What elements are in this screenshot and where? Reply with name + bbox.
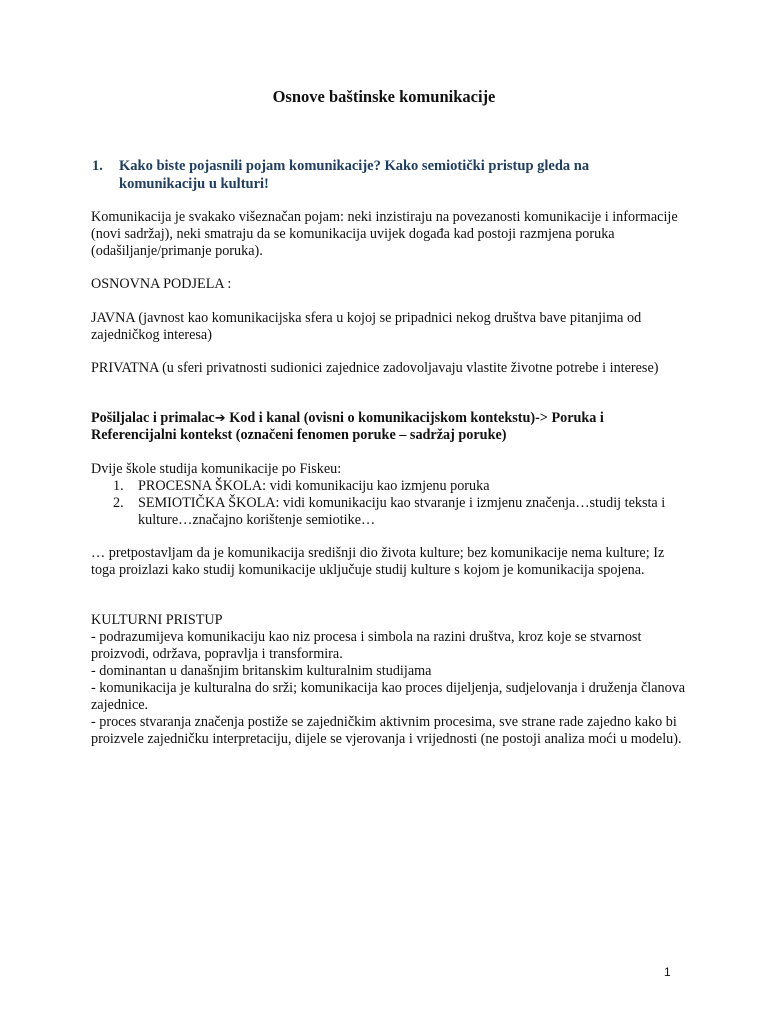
model-sender-receiver: Pošiljalac i primalac — [91, 410, 215, 426]
cultural-approach-heading: KULTURNI PRISTUP — [91, 612, 223, 628]
cultural-approach-line: - komunikacija je kulturalna do srži; komunikacija kao proces dijeljenja, sudjelovanja i druženja članova zajednice. — [91, 680, 686, 713]
question-text: Kako biste pojasnili pojam komunikacije? Kako semiotički pristup gleda na komunikaciju u kulturi! — [119, 158, 590, 192]
cultural-approach-line: - podrazumijeva komunikaciju kao niz procesa i simbola na razini društva, kroz koje se stvarnost proizvodi, održava, popravlja i transformira. — [91, 629, 642, 662]
question-heading — [92, 157, 672, 193]
list-item — [91, 495, 681, 529]
list-item-number: 2. — [113, 495, 124, 511]
list-item-text: SEMIOTIČKA ŠKOLA: vidi komunikaciju kao stvaranje i izmjenu značenja…studij teksta i kulture…značajno korištenje semiotike… — [138, 495, 666, 528]
list-item-text: PROCESNA ŠKOLA: vidi komunikaciju kao izmjenu poruka — [138, 478, 490, 494]
cultural-approach-line: - dominantan u današnjim britanskim kulturalnim studijama — [91, 663, 432, 679]
page-number: 1 — [664, 965, 671, 979]
document-title: Osnove baštinske komunikacije — [272, 87, 496, 106]
cultural-approach-section — [91, 612, 691, 748]
list-item — [91, 478, 681, 495]
cultural-approach-line: - proces stvaranja značenja postiže se zajedničkim aktivnim procesima, sve strane rade zajedno kako bi proizvele zajedničku interpretaciju, dijele se vjerovanja i vrijednosti (ne postoji analiza moći u modelu). — [91, 714, 682, 747]
model-code-channel: Kod i kanal (ovisni o komunikacijskom kontekstu)-> Poruka i Referencijalni kontekst (označeni fenomen poruke – sadržaj poruke) — [91, 410, 604, 443]
intro-paragraph: Komunikacija je svakako višeznačan pojam: neki inzistiraju na povezanosti komunikacije i informacije (novi sadržaj), neki smatraju da se komunikacija uvijek događa kad postoji razmjena poruka (odašiljanje/primanje poruka). — [91, 209, 678, 259]
schools-intro: Dvije škole studija komunikacije po Fiskeu: — [91, 461, 342, 477]
private-paragraph: PRIVATNA (u sferi privatnosti sudionici zajednice zadovoljavaju vlastite životne potrebe i interese) — [91, 360, 659, 376]
arrow-right-icon: ➔ — [214, 411, 226, 426]
communication-model-paragraph — [91, 410, 691, 444]
list-item-number: 1. — [113, 478, 124, 494]
division-heading: OSNOVNA PODJELA : — [91, 276, 232, 292]
schools-list — [91, 478, 681, 529]
assumption-paragraph: … pretpostavljam da je komunikacija središnji dio života kulture; bez komunikacije nema kulture; Iz toga proizlazi kako studij komunikacije uključuje studij kulture s kojom je komunikacija spojena. — [91, 545, 665, 578]
question-number: 1. — [92, 158, 103, 174]
public-paragraph: JAVNA (javnost kao komunikacijska sfera u kojoj se pripadnici nekog društva bave pitanjima od zajedničkog interesa) — [91, 310, 642, 343]
